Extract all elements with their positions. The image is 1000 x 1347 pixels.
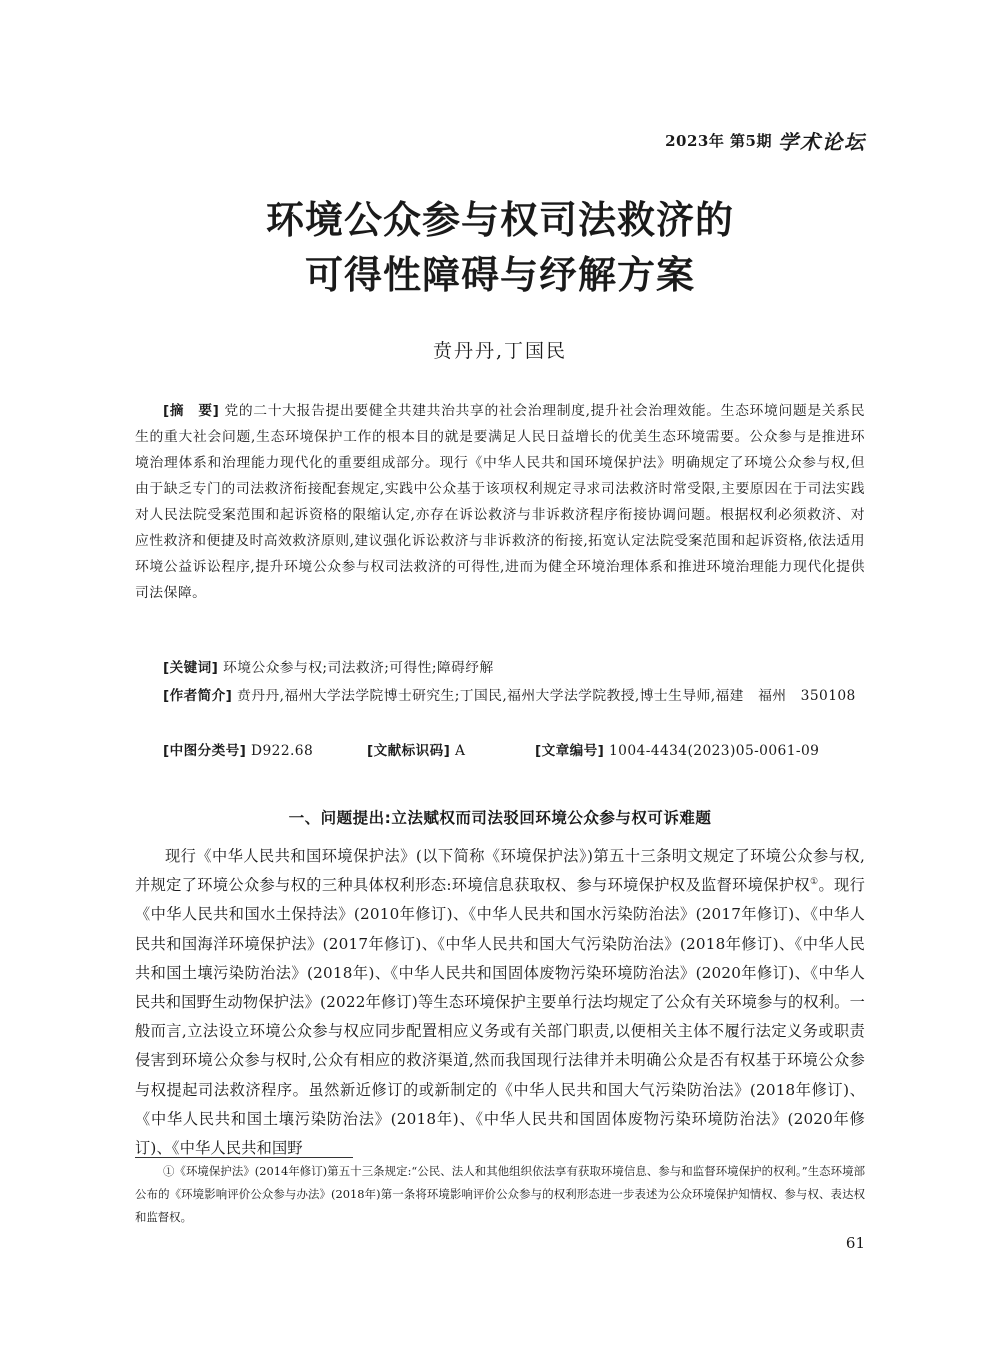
article-no-field: [535, 738, 819, 764]
title-line-2: 可得性障碍与纾解方案: [304, 253, 695, 297]
keywords-text: 环境公众参与权;司法救济;可得性;障碍纾解: [223, 660, 494, 676]
authors: 贲丹丹,丁国民: [432, 340, 568, 362]
body-text-part-2: 。现行《中华人民共和国水土保持法》(2010年修订)、《中华人民共和国水污染防治法》(2017年修订)、《中华人民共和国海洋环境保护法》(2017年修订)、《中华人民共和国大气污染防治法》(2018年修订)、《中华人民共和国土壤污染防治法》(2018年)、《中华人民共和国固体废物污染环境防治法》(2020年修订)、《中华人民共和国野生动物保护法》(2022年修订)等生态环境保护主要单行法均规定了公众有关环境参与的权利。一般而言,立法设立环境公众参与权应同步配置相应义务或有关部门职责,以便相关主体不履行法定义务或职责侵害到环境公众参与权时,公众有相应的救济渠道,然而我国现行法律并未明确公众是否有权基于环境公众参与权提起司法救济程序。虽然新近修订的或新制定的《中华人民共和国大气污染防治法》(2018年修订)、《中华人民共和国土壤污染防治法》(2018年)、《中华人民共和国固体废物污染环境防治法》(2020年修订)、《中华人民共和国野: [135, 876, 865, 1158]
classification-line: [135, 738, 865, 764]
body-text-part-1: 现行《中华人民共和国环境保护法》(以下简称《环境保护法》)第五十三条明文规定了环境公众参与权,并规定了环境公众参与权的三种具体权利形态:环境信息获取权、参与环境保护权及监督环境保护权: [135, 847, 865, 895]
running-header: [665, 126, 866, 155]
clc-label: [中图分类号]: [163, 743, 247, 759]
section-heading: 一、问题提出:立法赋权而司法驳回环境公众参与权可诉难题: [288, 809, 712, 827]
doc-code-field: [367, 738, 535, 764]
footnote-reference[interactable]: ①: [810, 877, 819, 888]
abstract-text: 党的二十大报告提出要健全共建共治共享的社会治理制度,提升社会治理效能。生态环境问题是关系民生的重大社会问题,生态环境保护工作的根本目的就是要满足人民日益增长的优美生态环境需要。公众参与是推进环境治理体系和治理能力现代化的重要组成部分。现行《中华人民共和国环境保护法》明确规定了环境公众参与权,但由于缺乏专门的司法救济衔接配套规定,实践中公众基于该项权利规定寻求司法救济时常受限,主要原因在于司法实践对人民法院受案范围和起诉资格的限缩认定,亦存在诉讼救济与非诉救济程序衔接协调问题。根据权利必须救济、对应性救济和便捷及时高效救济原则,建议强化诉讼救济与非诉救济的衔接,拓宽认定法院受案范围和起诉资格,依法适用环境公益诉讼程序,提升环境公众参与权司法救济的可得性,进而为健全环境治理体系和推进环境治理能力现代化提供司法保障。: [135, 403, 865, 601]
body-paragraph: [135, 842, 865, 1163]
title-line-1: 环境公众参与权司法救济的: [265, 198, 734, 242]
article-no-value: 1004-4434(2023)05-0061-09: [609, 743, 820, 759]
journal-name: 学术论坛: [778, 130, 866, 154]
footnote: ①《环境保护法》(2014年修订)第五十三条规定:“公民、法人和其他组织依法享有获取环境信息、参与和监督环境保护的权利。”生态环境部公布的《环境影响评价公众参与办法》(2018年)第一条将环境影响评价公众参与的权利形态进一步表述为公众环境保护知情权、参与权、表达权和监督权。: [135, 1164, 865, 1224]
article-no-label: [文章编号]: [535, 743, 605, 759]
page-number: 61: [845, 1234, 865, 1252]
clc-field: [163, 738, 367, 764]
author-info: [135, 683, 865, 709]
clc-value: D922.68: [251, 743, 314, 759]
doc-code-label: [文献标识码]: [367, 743, 451, 759]
article-title: [0, 193, 1000, 303]
keywords-label: [关键词]: [163, 660, 219, 676]
abstract-label: [摘 要]: [163, 403, 220, 419]
issue-label: 2023年 第5期: [665, 132, 772, 150]
author-info-text: 贲丹丹,福州大学法学院博士研究生;丁国民,福州大学法学院教授,博士生导师,福建 福州 350108: [237, 688, 856, 704]
abstract: [135, 398, 865, 606]
keywords: [135, 655, 865, 681]
footnote-divider: [135, 1157, 353, 1158]
author-info-label: [作者简介]: [163, 688, 233, 704]
doc-code-value: A: [455, 743, 466, 759]
